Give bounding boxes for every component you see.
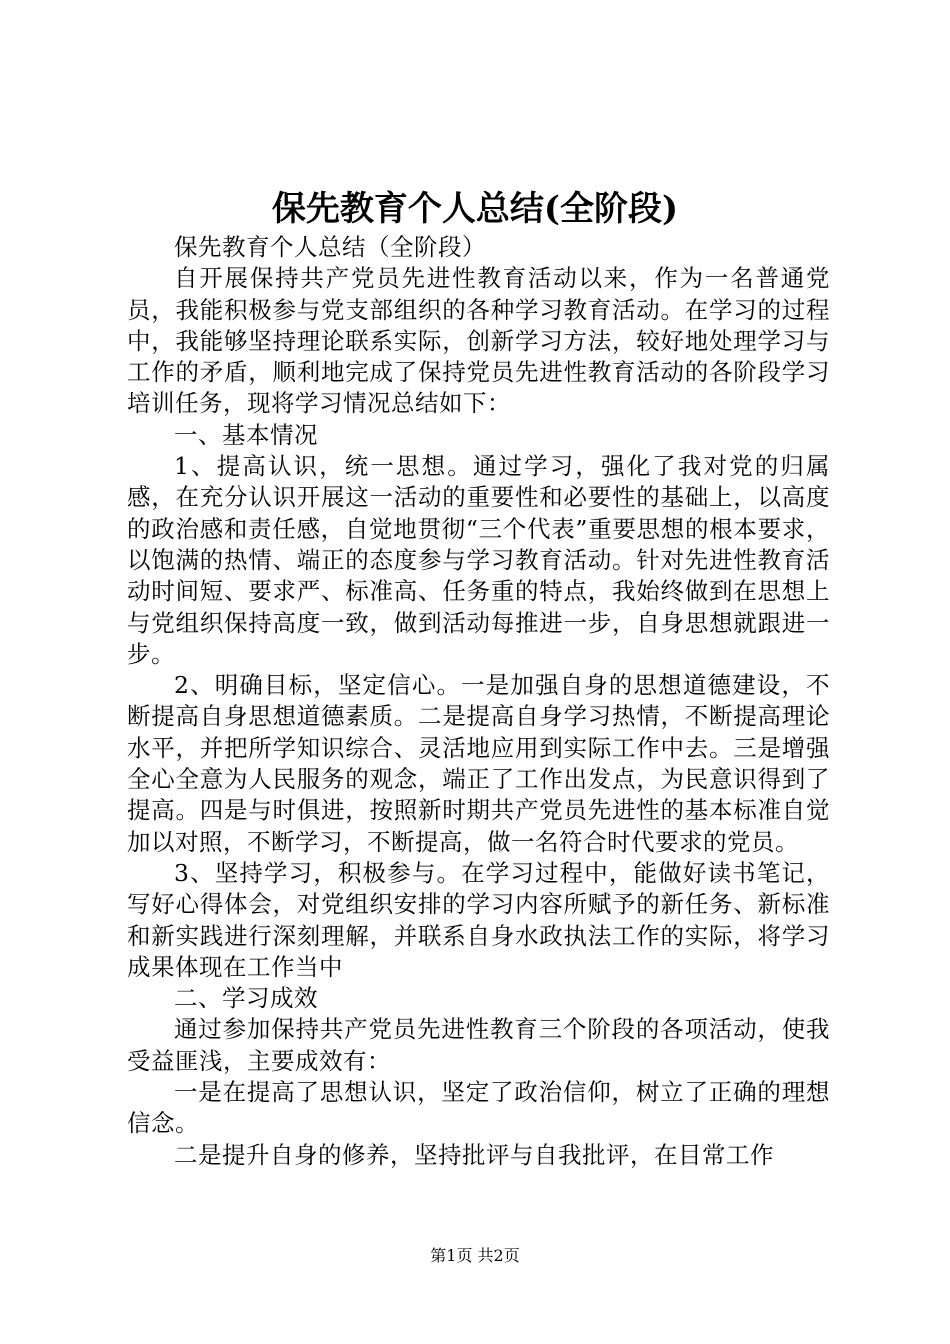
document-body: [127, 232, 830, 1171]
page-footer: 第1页 共2页: [430, 1246, 520, 1265]
paragraph-item-3: 3、坚持学习，积极参与。在学习过程中，能做好读书笔记，写好心得体会，对党组织安排的学习内容所赋予的新任务、新标准和新实践进行深刻理解，并联系自身水政执法工作的实际，将学习成果体现在工作当中: [127, 858, 830, 981]
paragraph-item-2: 2、明确目标，坚定信心。一是加强自身的思想道德建设，不断提高自身思想道德素质。二是提高自身学习热情，不断提高理论水平，并把所学知识综合、灵活地应用到实际工作中去。三是增强全心全意为人民服务的观念，端正了工作出发点，为民意识得到了提高。四是与时俱进，按照新时期共产党员先进性的基本标准自觉加以对照，不断学习，不断提高，做一名符合时代要求的党员。: [127, 671, 830, 856]
paragraph-intro: 自开展保持共产党员先进性教育活动以来，作为一名普通党员，我能积极参与党支部组织的各种学习教育活动。在学习的过程中，我能够坚持理论联系实际，创新学习方法，较好地处理学习与工作的矛盾，顺利地完成了保持党员先进性教育活动的各阶段学习培训任务，现将学习情况总结如下：: [127, 264, 830, 418]
paragraph-subtitle: 保先教育个人总结（全阶段）: [174, 233, 486, 261]
document-title: 保先教育个人总结(全阶段): [271, 189, 679, 229]
paragraph-result-1: 一是在提高了思想认识，坚定了政治信仰，树立了正确的理想信念。: [127, 1078, 830, 1138]
paragraph-item-1: 1、提高认识，统一思想。通过学习，强化了我对党的归属感，在充分认识开展这一活动的重要性和必要性的基础上，以高度的政治感和责任感，自觉地贯彻“三个代表”重要思想的根本要求，以饱满的热情、端正的态度参与学习教育活动。针对先进性教育活动时间短、要求严、标准高、任务重的特点，我始终做到在思想上与党组织保持高度一致，做到活动每推进一步，自身思想就跟进一步。: [127, 452, 830, 668]
section-heading-basic-situation: 一、基本情况: [174, 420, 318, 449]
paragraph-results-intro: 通过参加保持共产党员先进性教育三个阶段的各项活动，使我受益匪浅，主要成效有：: [127, 1015, 830, 1075]
section-heading-learning-results: 二、学习成效: [174, 984, 318, 1013]
paragraph-result-2: 二是提升自身的修养，坚持批评与自我批评，在目常工作: [174, 1140, 774, 1169]
